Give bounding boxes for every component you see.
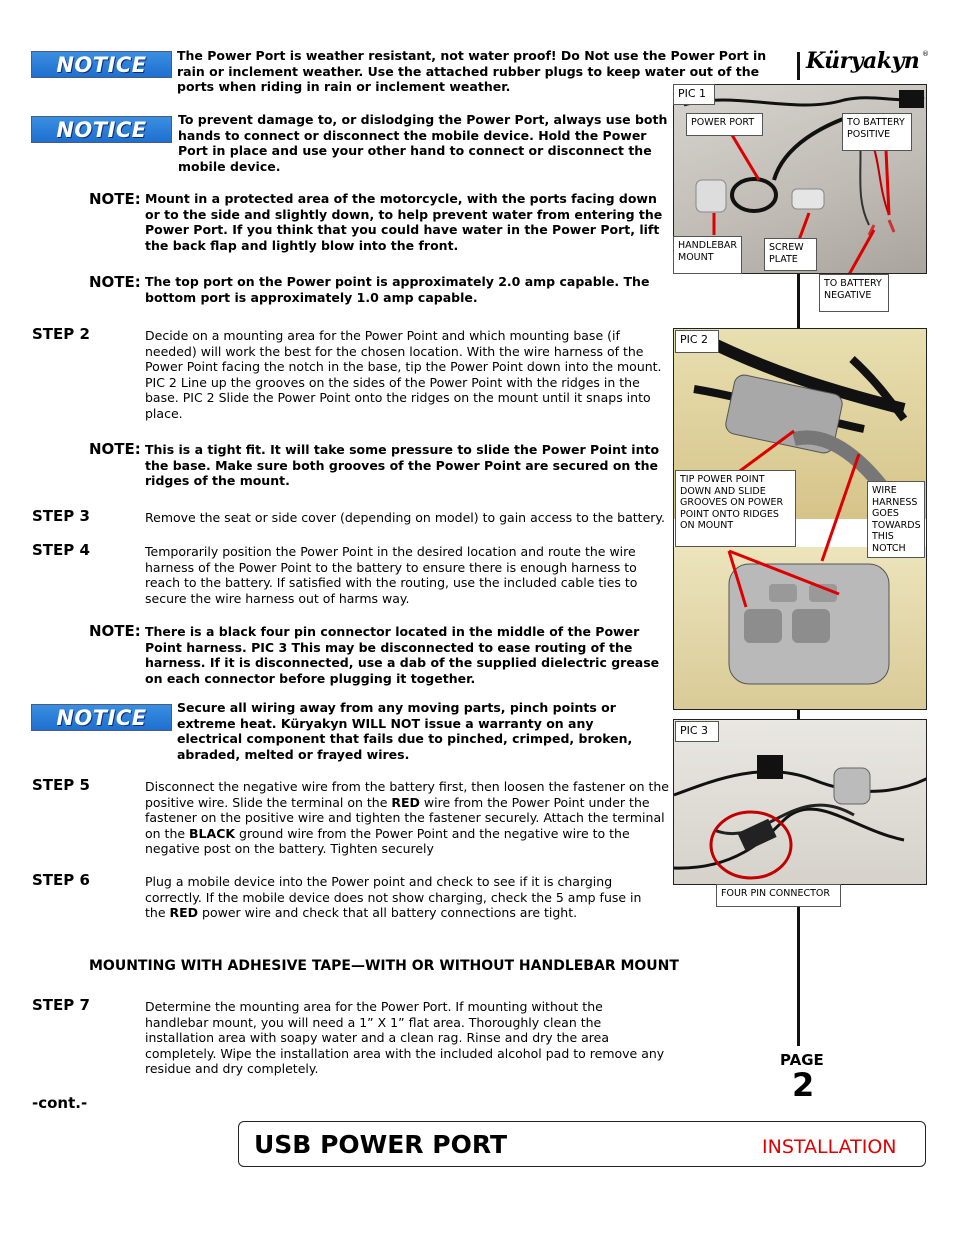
pic3-photo (673, 719, 927, 885)
step-label: STEP 2 (32, 325, 90, 343)
continued-marker: -cont.- (32, 1094, 88, 1112)
step-text: Decide on a mounting area for the Power Point and which mounting base (if needed) will work the best for the chosen location. With the wire harness of the Power Point facing the notch in the base, tip the Power Point down into the mount. PIC 2 Line up the grooves on the sides of the Power Point with the ridges in the base. PIC 2 Slide the Power Point onto the ridges on the mount until it snaps into place. (145, 328, 662, 421)
pic1-tag: PIC 1 (673, 84, 715, 105)
step-text: Disconnect the negative wire from the battery first, then loosen the fastener on the positive wire. Slide the terminal on the RED wire from the Power Point under the fastener on the positive wire and tighten the fastener securely. Attach the terminal on the BLACK ground wire from the Power Point and the negative wire to the negative post on the battery. Tighten securely (145, 779, 669, 856)
notice-badge: NOTICE (31, 704, 172, 731)
note-text: This is a tight fit. It will take some pressure to slide the Power Point into the base. Make sure both grooves of the Power Point are secured on the ridges of the mount. (145, 442, 660, 488)
brand-logo: Küryakyn (806, 48, 920, 74)
note-text: The top port on the Power point is approximately 2.0 amp capable. The bottom port is approximately 1.0 amp capable. (145, 274, 650, 305)
step-label: STEP 7 (32, 996, 90, 1014)
label-four-pin-connector: FOUR PIN CONNECTOR (716, 884, 841, 907)
label-to-battery-negative: TO BATTERY NEGATIVE (819, 274, 889, 312)
footer-subtitle: INSTALLATION (762, 1136, 897, 1158)
label-tip-power-point: TIP POWER POINT DOWN AND SLIDE GROOVES ON POWER POINT ONTO RIDGES ON MOUNT (675, 470, 796, 547)
note-text: There is a black four pin connector located in the middle of the Power Point harness. PIC 3 This may be disconnected to ease routing of the harness. If it is disconnected, use a dab of the supplied dielectric grease on each connector before plugging it together. (145, 624, 660, 686)
pic2-tag: PIC 2 (675, 330, 719, 353)
notice-badge: NOTICE (31, 116, 172, 143)
label-handlebar-mount: HANDLEBAR MOUNT (673, 236, 742, 274)
footer-bar (238, 1121, 926, 1167)
page-number: 2 (792, 1066, 815, 1104)
note-label: NOTE: (89, 440, 141, 458)
notice-text: To prevent damage to, or dislodging the Power Port, always use both hands to connect or disconnect the mobile device. Hold the Power Port in place and use your other hand to connect or disconnect the mobile device. (178, 112, 668, 174)
notice-badge: NOTICE (31, 51, 172, 78)
pic3-illustration (674, 720, 927, 885)
section-heading: MOUNTING WITH ADHESIVE TAPE—WITH OR WITHOUT HANDLEBAR MOUNT (89, 958, 679, 974)
page-rule (797, 906, 800, 1046)
note-label: NOTE: (89, 622, 141, 640)
note-text: Mount in a protected area of the motorcycle, with the ports facing down or to the side and slightly down, to help prevent water from entering the Power Port. If you think that you could have water in the Power Port, lift the back flap and lightly blow into the front. (145, 191, 663, 253)
registered-mark: ® (922, 50, 929, 58)
step-label: STEP 5 (32, 776, 90, 794)
step-label: STEP 6 (32, 871, 90, 889)
page-label: PAGE (780, 1051, 824, 1069)
pic3-tag: PIC 3 (675, 721, 719, 742)
note-label: NOTE: (89, 190, 141, 208)
step-text: Determine the mounting area for the Power Port. If mounting without the handlebar mount, you will need a 1” X 1” flat area. Thoroughly clean the installation area with soapy water and a clean rag. Rinse and dry the area completely. Wipe the installation area with the included alcohol pad to remove any residue and dry completely. (145, 999, 665, 1076)
label-to-battery-positive: TO BATTERY POSITIVE (842, 113, 912, 151)
notice-text: Secure all wiring away from any moving parts, pinch points or extreme heat. Küryakyn WILL NOT issue a warranty on any electrical component that fails due to pinched, crimped, broken, abraded, melted or frayed wires. (177, 700, 633, 762)
step-text: Remove the seat or side cover (depending on model) to gain access to the battery. (145, 510, 665, 525)
step-text: Plug a mobile device into the Power point and check to see if it is charging correctly. If the mobile device does not show charging, check the 5 amp fuse in the RED power wire and check that all battery connections are tight. (145, 874, 642, 920)
notice-text: The Power Port is weather resistant, not water proof! Do Not use the Power Port in rain or inclement weather. Use the attached rubber plugs to keep water out of the ports when riding in rain or inclement weather. (177, 48, 767, 94)
label-screw-plate: SCREW PLATE (764, 238, 817, 271)
step-text: Temporarily position the Power Point in the desired location and route the wire harness of the Power Point to the battery to ensure there is enough harness to reach to the battery. If satisfied with the routing, use the included cable ties to secure the wire harness out of harms way. (145, 544, 638, 606)
step-label: STEP 4 (32, 541, 90, 559)
step-label: STEP 3 (32, 507, 90, 525)
note-label: NOTE: (89, 273, 141, 291)
page-rule (797, 274, 800, 328)
label-power-port: POWER PORT (686, 113, 763, 136)
footer-title: USB POWER PORT (254, 1130, 508, 1159)
logo-divider (797, 52, 800, 80)
label-wire-harness-notch: WIRE HARNESS GOES TOWARDS THIS NOTCH (867, 481, 925, 558)
